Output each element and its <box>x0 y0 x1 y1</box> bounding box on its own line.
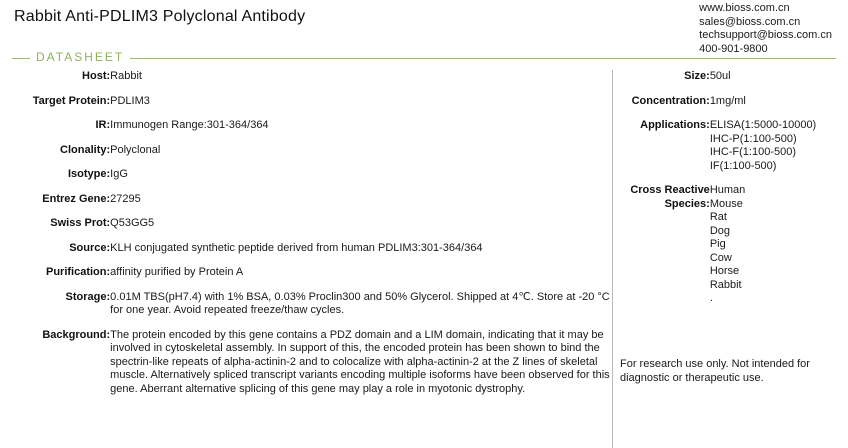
row-value-ir: Immunogen Range:301-364/364 <box>110 119 269 131</box>
species-rat: Rat <box>709 211 727 223</box>
table-row <box>0 217 612 242</box>
row-value-background: The protein encoded by this gene contains a PDZ domain and a LIM domain, indicating that it may be involved in cytoskeletal assembly. In support of this, the encoded protein has been shown to bind the spectrin-like repeats of alpha-actinin-2 and to colocalize with alpha-actinin-2 at the Z lines of skeletal muscle. Alternatively spliced transcript variants encoding multiple isoforms have been observed for this gene. Aberrant alternative splicing of this gene may play a role in myotonic dystrophy. <box>110 328 610 395</box>
contact-phone: 400-901-9800 <box>699 42 768 55</box>
table-row <box>615 184 848 317</box>
row-value-concentration: 1mg/ml <box>709 94 746 107</box>
row-value-target-protein: PDLIM3 <box>110 94 150 107</box>
species-mouse: Mouse <box>709 197 743 210</box>
product-info-table <box>615 70 848 317</box>
cross-reactive-label-line1: Cross Reactive <box>630 184 710 196</box>
table-row <box>0 193 612 218</box>
row-value-source: KLH conjugated synthetic peptide derived from human PDLIM3:301-364/364 <box>110 241 483 254</box>
application-if: IF(1:100-500) <box>709 159 777 172</box>
cross-reactive-label-line2: Species: <box>664 197 710 210</box>
table-row <box>0 168 612 193</box>
row-value-isotype: IgG <box>110 168 128 180</box>
row-label-storage: Storage: <box>65 290 111 303</box>
table-row <box>615 95 848 120</box>
contact-block <box>699 2 832 56</box>
contact-support-email: techsupport@bioss.com.cn <box>699 29 832 41</box>
application-elisa: ELISA(1:5000-10000) <box>709 119 817 131</box>
row-label-entrez-gene: Entrez Gene: <box>42 192 111 205</box>
table-row <box>0 291 612 329</box>
row-label-ir: IR: <box>95 119 111 131</box>
contact-website: www.bioss.com.cn <box>699 2 790 14</box>
research-use-footnote: For research use only. Not intended for diagnostic or therapeutic use. <box>620 358 810 384</box>
table-row <box>615 119 848 184</box>
row-label-background: Background: <box>42 328 111 341</box>
row-label-purification: Purification: <box>45 266 111 278</box>
row-label-target-protein: Target Protein: <box>32 94 111 107</box>
row-label-source: Source: <box>69 241 111 254</box>
row-label-isotype: Isotype: <box>67 168 111 180</box>
table-row <box>615 70 848 95</box>
species-human: Human <box>709 184 746 196</box>
species-horse: Horse <box>709 265 740 277</box>
species-dog: Dog <box>709 224 730 237</box>
right-column <box>613 70 848 448</box>
row-value-cross-reactive-species <box>710 184 848 317</box>
row-value-purification: affinity purified by Protein A <box>110 266 244 278</box>
table-row <box>0 329 612 408</box>
species-rabbit: Rabbit <box>709 278 742 291</box>
row-label-swiss-prot: Swiss Prot: <box>50 217 111 229</box>
species-extra: . <box>709 292 713 304</box>
row-value-host: Rabbit <box>110 70 142 82</box>
application-ihc-f: IHC-F(1:100-500) <box>709 146 797 158</box>
table-row <box>0 95 612 120</box>
header-divider <box>12 58 836 59</box>
content-columns <box>0 70 848 448</box>
row-label-host: Host: <box>82 70 111 82</box>
contact-sales-email: sales@bioss.com.cn <box>699 15 801 28</box>
table-row <box>0 242 612 267</box>
table-row <box>0 70 612 95</box>
table-row <box>0 119 612 144</box>
species-cow: Cow <box>709 251 732 264</box>
left-column <box>0 70 612 448</box>
species-pig: Pig <box>709 238 726 250</box>
page-title: Rabbit Anti-PDLIM3 Polyclonal Antibody <box>14 8 306 25</box>
table-row <box>0 266 612 291</box>
row-label-cross-reactive-species <box>615 184 710 317</box>
row-value-applications <box>710 119 848 184</box>
table-row <box>0 144 612 169</box>
row-label-applications: Applications: <box>640 119 710 131</box>
row-value-entrez-gene-link[interactable]: 27295 <box>110 192 141 205</box>
row-label-concentration: Concentration: <box>631 94 710 107</box>
row-value-swiss-prot-link[interactable]: Q53GG5 <box>110 217 155 229</box>
row-label-clonality: Clonality: <box>60 143 111 156</box>
row-value-clonality: Polyclonal <box>110 143 161 156</box>
row-value-size: 50ul <box>709 70 731 82</box>
specification-table <box>0 70 612 407</box>
datasheet-section-label: DATASHEET <box>30 50 130 64</box>
row-value-storage: 0.01M TBS(pH7.4) with 1% BSA, 0.03% Proclin300 and 50% Glycerol. Shipped at 4℃. Store at -20 °C for one year. Avoid repeated freeze/thaw cycles. <box>110 290 610 316</box>
row-label-size: Size: <box>684 70 710 82</box>
application-ihc-p: IHC-P(1:100-500) <box>709 132 797 145</box>
